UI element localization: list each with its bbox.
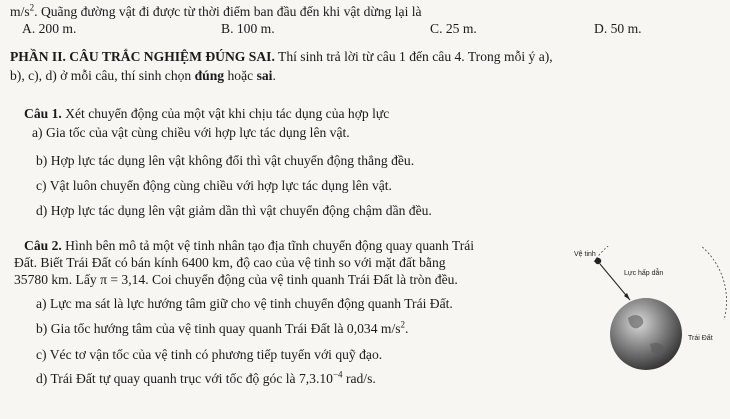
satellite-icon xyxy=(595,258,601,264)
intro-text-or: hoặc xyxy=(224,68,257,83)
part2-heading: PHẦN II. CÂU TRẮC NGHIỆM ĐÚNG SAI. xyxy=(10,49,275,64)
q2-item-a: a) Lực ma sát là lực hướng tâm giữ cho vệ tinh chuyển động quanh Trái Đất. xyxy=(36,296,453,311)
part2-intro-line2 xyxy=(10,68,276,84)
q2-text-1: Hình bên mô tả một vệ tinh nhân tạo địa tĩnh chuyển động quay quanh Trái xyxy=(61,238,475,253)
q2-label: Câu 2. xyxy=(24,238,62,253)
q2-text-3b: . Coi chuyển động của vệ tinh quanh Trái Đất là tròn đều. xyxy=(145,272,458,287)
q2-item-c: c) Véc tơ vận tốc của vệ tinh có phương tiếp tuyến với quỹ đạo. xyxy=(36,347,383,362)
q2-stem-line3 xyxy=(14,272,458,288)
option-a: A. 200 m. xyxy=(22,21,77,36)
q2-stem-line2: Đất. Biết Trái Đất có bán kính 6400 km, độ cao của vệ tinh so với mặt đất bằng xyxy=(14,255,446,270)
q1-item-a: a) Gia tốc của vật cùng chiều với hợp lực tác dụng lên vật. xyxy=(32,125,350,140)
q2-item-d-sup: −4 xyxy=(332,369,343,380)
q2-item-b-end: . xyxy=(405,321,409,336)
part2-heading-line xyxy=(10,49,553,65)
prev-question-line xyxy=(10,4,422,20)
q1-item-c: c) Vật luôn chuyển động cùng chiều với hợp lực tác dụng lên vật. xyxy=(36,178,392,193)
intro-end: . xyxy=(272,68,276,83)
prev-question-text: . Quãng đường vật đi được từ thời điểm ban đầu đến khi vật dừng lại là xyxy=(34,4,422,19)
part2-intro: Thí sinh trả lời từ câu 1 đến câu 4. Trong mỗi ý a), xyxy=(274,49,553,64)
option-c: C. 25 m. xyxy=(430,21,477,36)
option-d: D. 50 m. xyxy=(594,21,642,36)
q1-item-d: d) Hợp lực tác dụng lên vật giảm dần thì vật chuyển động chậm dần đều. xyxy=(36,203,432,218)
force-label: Lực hấp dẫn xyxy=(624,270,664,277)
q2-item-b xyxy=(36,321,408,337)
orbit-figure xyxy=(568,246,728,376)
pi-value: π = 3,14 xyxy=(100,272,146,287)
q2-item-d-text: d) Trái Đất tự quay quanh trục với tốc độ góc là 7,3.10 xyxy=(36,371,333,386)
intro-true-word: đúng xyxy=(194,68,225,83)
q1-text: Xét chuyển động của một vật khi chịu tác dụng của hợp lực xyxy=(61,106,390,121)
intro-false-word: sai xyxy=(256,68,273,83)
q2-item-d xyxy=(36,371,376,387)
unit-superscript: 2 xyxy=(29,2,35,13)
orbit-diagram xyxy=(568,246,728,376)
q1-item-b: b) Hợp lực tác dụng lên vật không đổi thì vật chuyển động thẳng đều. xyxy=(36,153,415,168)
q2-text-3a: 35780 km. Lấy xyxy=(14,272,101,287)
unit-text: m/s xyxy=(10,4,30,19)
intro-text: b), c), d) ở mỗi câu, thí sinh chọn xyxy=(10,68,195,83)
option-b: B. 100 m. xyxy=(221,21,275,36)
satellite-label: Vệ tinh xyxy=(574,251,596,258)
q2-item-b-sup: 2 xyxy=(400,319,406,330)
q2-stem-line1 xyxy=(24,238,474,254)
q2-item-b-text: b) Gia tốc hướng tâm của vệ tinh quay quanh Trái Đất là 0,034 m/s xyxy=(36,321,401,336)
q2-item-d-end: rad/s. xyxy=(342,371,376,386)
earth-icon xyxy=(610,298,682,370)
q1-stem xyxy=(24,106,389,122)
q1-label: Câu 1. xyxy=(24,106,62,121)
earth-label: Trái Đất xyxy=(688,335,713,342)
